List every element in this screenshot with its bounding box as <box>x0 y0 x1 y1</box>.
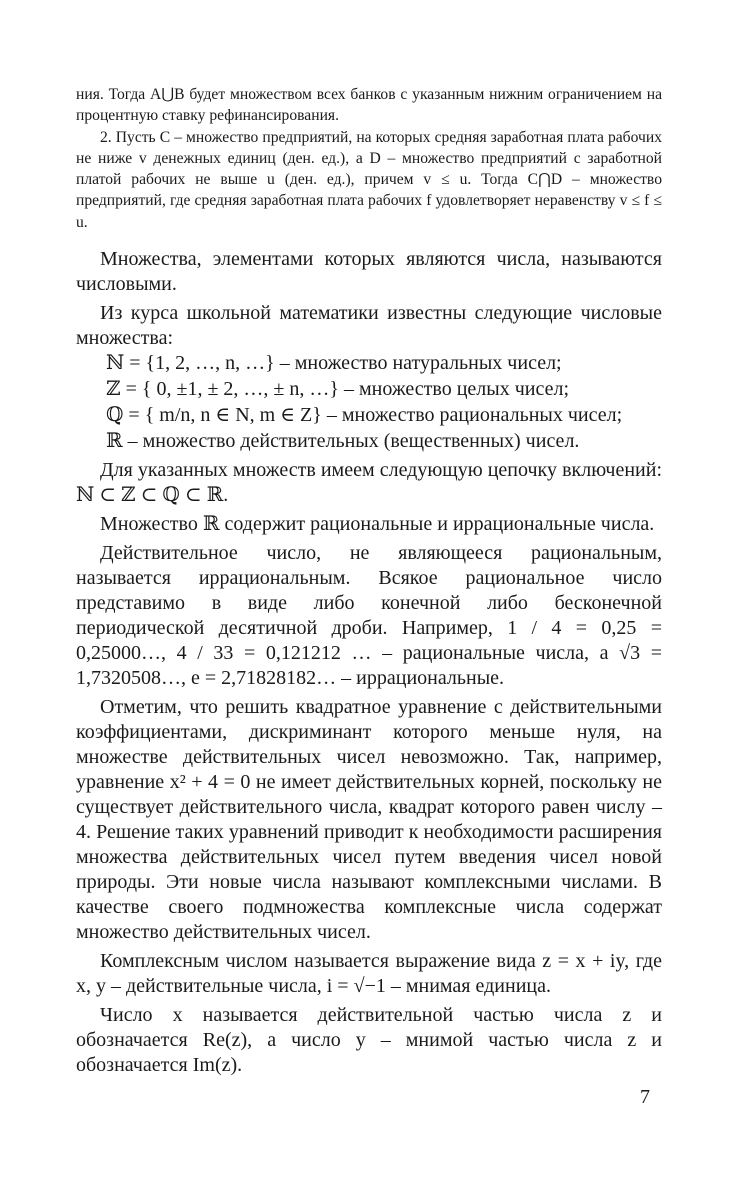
paragraph-irrational: Действительное число, не являющееся рациональным, называется иррациональным. Всякое рациональное число представимо в виде либо конечной либо бесконечной периодической десятичной дроби. Например, 1 / 4 = 0,25 = 0,25000…, 4 / 33 = 0,121212 … – рациональные числа, а √3 = 1,7320508…, e = 2,71828182… – иррациональные. <box>76 542 662 690</box>
paragraph-complex-definition: Комплексным числом называется выражение вида z = x + iy, где x, y – действительные числа, i = √−1 – мнимая единица. <box>76 950 662 998</box>
page-body <box>76 84 662 1078</box>
example-paragraph-2: 2. Пусть C – множество предприятий, на которых средняя заработная плата рабочих не ниже v денежных единиц (ден. ед.), а D – множество предприятий с заработной платой рабочих не выше u (ден. ед.), причем v ≤ u. Тогда C⋂D – множество предприятий, где средняя заработная плата рабочих f удовлетворяет неравенству v ≤ f ≤ u. <box>76 128 662 231</box>
example-paragraph-1: ния. Тогда A⋃B будет множеством всех банков с указанным нижним ограничением на процентную ставку рефинансирования. <box>76 86 662 125</box>
paragraph-real-contains: Множество ℝ содержит рациональные и иррациональные числа. <box>100 513 655 536</box>
paragraph-school-sets: Из курса школьной математики известны следующие числовые множества: <box>76 302 662 350</box>
main-text <box>76 247 662 1078</box>
set-rational: ℚ = { m/n, n ∈ N, m ∈ Z} – множество рациональных чисел; <box>106 404 623 427</box>
paragraph-numeric-sets-def: Множества, элементами которых являются числа, называются числовыми. <box>76 248 662 296</box>
example-block <box>76 84 662 233</box>
page-number: 7 <box>640 1086 650 1108</box>
paragraph-real-imag-parts: Число x называется действительной частью числа z и обозначается Re(z), а число y – мнимой частью числа z и обозначается Im(z). <box>76 1004 662 1077</box>
set-real: ℝ – множество действительных (вещественных) чисел. <box>106 430 580 453</box>
set-natural: ℕ = {1, 2, …, n, …} – множество натуральных чисел; <box>106 352 562 375</box>
paragraph-complex-motivation: Отметим, что решить квадратное уравнение с действительными коэффициентами, дискриминант которого меньше нуля, на множестве действительных чисел невозможно. Так, например, уравнение x² + 4 = 0 не имеет действительных корней, поскольку не существует действительного числа, квадрат которого равен числу – 4. Решение таких уравнений приводит к необходимости расширения множества действительных чисел путем введения чисел новой природы. Эти новые числа называют комплексными числами. В качестве своего подмножества комплексные числа содержат множество действительных чисел. <box>76 696 662 944</box>
paragraph-inclusion-chain: Для указанных множеств имеем следующую цепочку включений: ℕ ⊂ ℤ ⊂ ℚ ⊂ ℝ. <box>76 459 662 507</box>
set-integer: ℤ = { 0, ±1, ± 2, …, ± n, …} – множество целых чисел; <box>106 378 570 401</box>
